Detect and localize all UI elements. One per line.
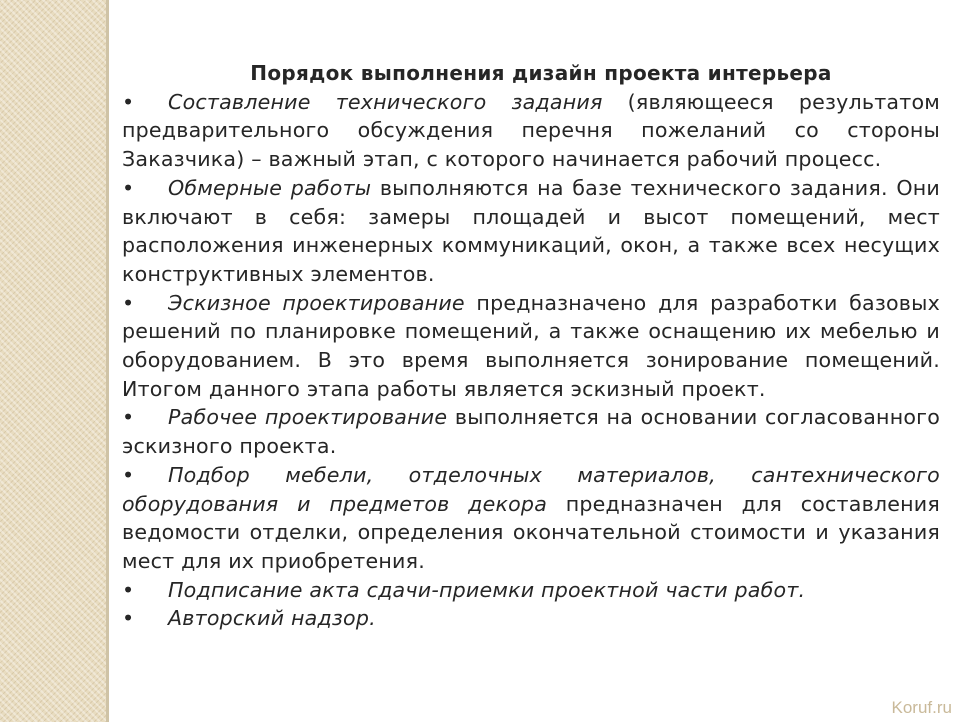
list-item (122, 604, 940, 633)
item-term: Авторский надзор. (168, 606, 376, 631)
bullet-icon: • (122, 462, 135, 487)
item-term: Эскизное проектирование (168, 290, 465, 315)
slide-title: Порядок выполнения дизайн проекта интерьера (250, 61, 832, 85)
texture-edge-divider (106, 0, 109, 722)
item-term: Составление технического задания (168, 89, 603, 114)
slide-content (122, 59, 940, 633)
item-term: Рабочее проектирование (168, 405, 448, 430)
item-text: выполняются на базе технического задания. Они включают в себя: замеры площадей и высот помещений, мест расположения инженерных коммуникаций, окон, а также всех несущих конструктивных элементов. (122, 175, 940, 286)
bullet-icon: • (122, 290, 135, 315)
bullet-icon: • (122, 175, 135, 200)
site-watermark: Koruf.ru (891, 698, 952, 717)
list-item (122, 289, 940, 404)
decorative-texture-strip (0, 0, 106, 722)
item-term: Подбор мебели, отделочных материалов, сантехнического оборудования и предметов декора (122, 462, 940, 516)
item-text: предназначено для разработки базовых решений по планировке помещений, а также оснащению их мебелью и оборудованием. В это время выполняется зонирование помещений. Итогом данного этапа работы является эскизный проект. (122, 290, 940, 401)
bullet-icon: • (122, 405, 135, 430)
list-item (122, 576, 940, 605)
bullet-icon: • (122, 577, 135, 602)
list-item (122, 461, 940, 576)
bullet-icon: • (122, 606, 135, 631)
list-item (122, 174, 940, 289)
bullet-icon: • (122, 89, 135, 114)
item-term: Подписание акта сдачи-приемки проектной части работ. (168, 577, 806, 602)
item-text: выполняется на основании согласованного эскизного проекта. (122, 405, 940, 459)
item-text: предназначен для составления ведомости отделки, определения окончательной стоимости и указания мест для их приобретения. (122, 491, 940, 573)
item-term: Обмерные работы (168, 175, 372, 200)
list-item (122, 88, 940, 174)
item-text: (являющееся результатом предварительного обсуждения перечня пожеланий со стороны Заказчика) – важный этап, с которого начинается рабочий процесс. (122, 89, 940, 172)
list-item (122, 403, 940, 460)
